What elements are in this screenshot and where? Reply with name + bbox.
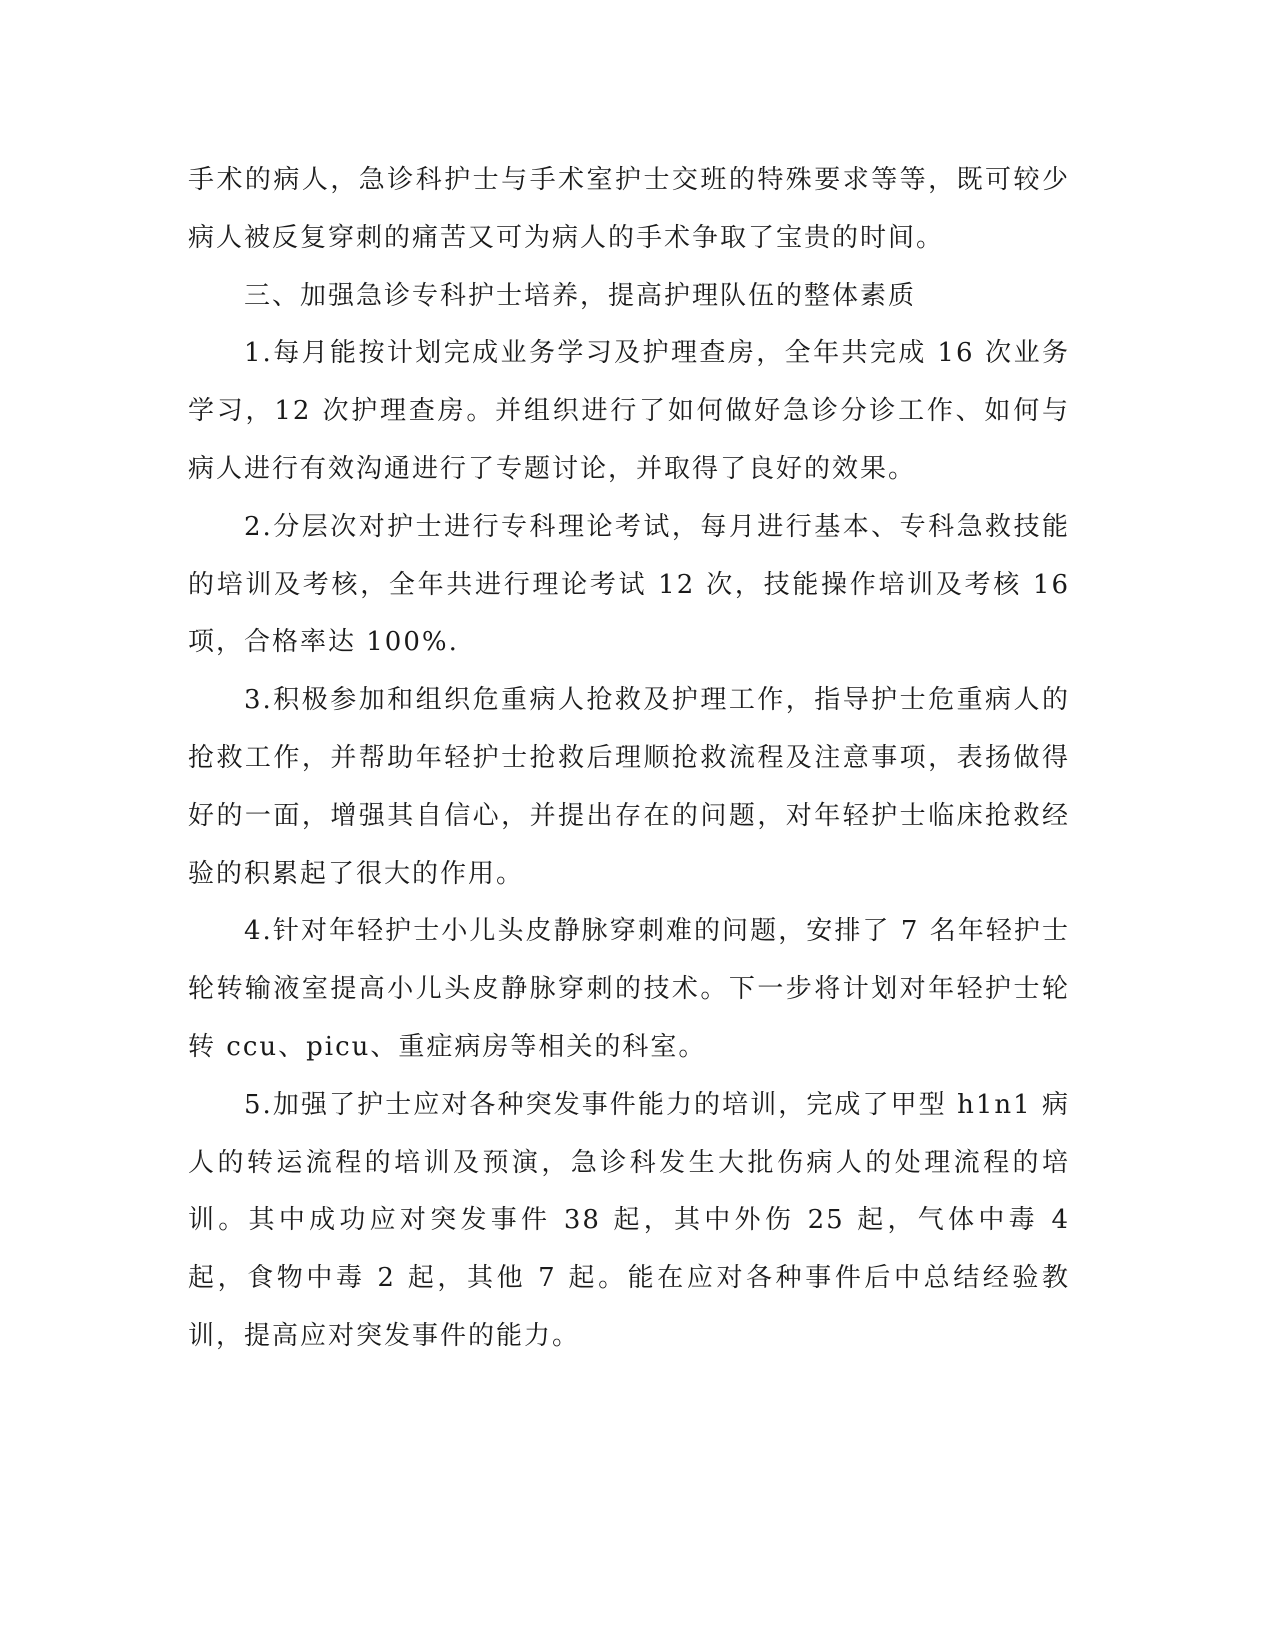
paragraph-item-5: 5.加强了护士应对各种突发事件能力的培训，完成了甲型 h1n1 病人的转运流程的培训及预演，急诊科发生大批伤病人的处理流程的培训。其中成功应对突发事件 38 起，其中外伤 25 起，气体中毒 4 起，食物中毒 2 起，其他 7 起。能在应对各种事件后中总结经验教训，提高应对突发事件的能力。 — [188, 1089, 1070, 1351]
paragraph-item-4: 4.针对年轻护士小儿头皮静脉穿刺难的问题，安排了 7 名年轻护士轮转输液室提高小儿头皮静脉穿刺的技术。下一步将计划对年轻护士轮转 ccu、picu、重症病房等相关的科室。 — [188, 916, 1070, 1062]
document-body — [188, 152, 1070, 1366]
paragraph-continuation: 手术的病人，急诊科护士与手术室护士交班的特殊要求等等，既可较少病人被反复穿刺的痛苦又可为病人的手术争取了宝贵的时间。 — [188, 165, 1070, 253]
paragraph-item-3: 3.积极参加和组织危重病人抢救及护理工作，指导护士危重病人的抢救工作，并帮助年轻护士抢救后理顺抢救流程及注意事项，表扬做得好的一面，增强其自信心，并提出存在的问题，对年轻护士临床抢救经验的积累起了很大的作用。 — [188, 685, 1070, 889]
paragraph-item-2: 2.分层次对护士进行专科理论考试，每月进行基本、专科急救技能的培训及考核，全年共进行理论考试 12 次，技能操作培训及考核 16 项，合格率达 100%. — [188, 511, 1070, 658]
section-heading: 三、加强急诊专科护士培养，提高护理队伍的整体素质 — [244, 280, 917, 311]
paragraph-item-1: 1.每月能按计划完成业务学习及护理查房，全年共完成 16 次业务学习，12 次护理查房。并组织进行了如何做好急诊分诊工作、如何与病人进行有效沟通进行了专题讨论，并取得了良好的效果。 — [188, 338, 1070, 484]
